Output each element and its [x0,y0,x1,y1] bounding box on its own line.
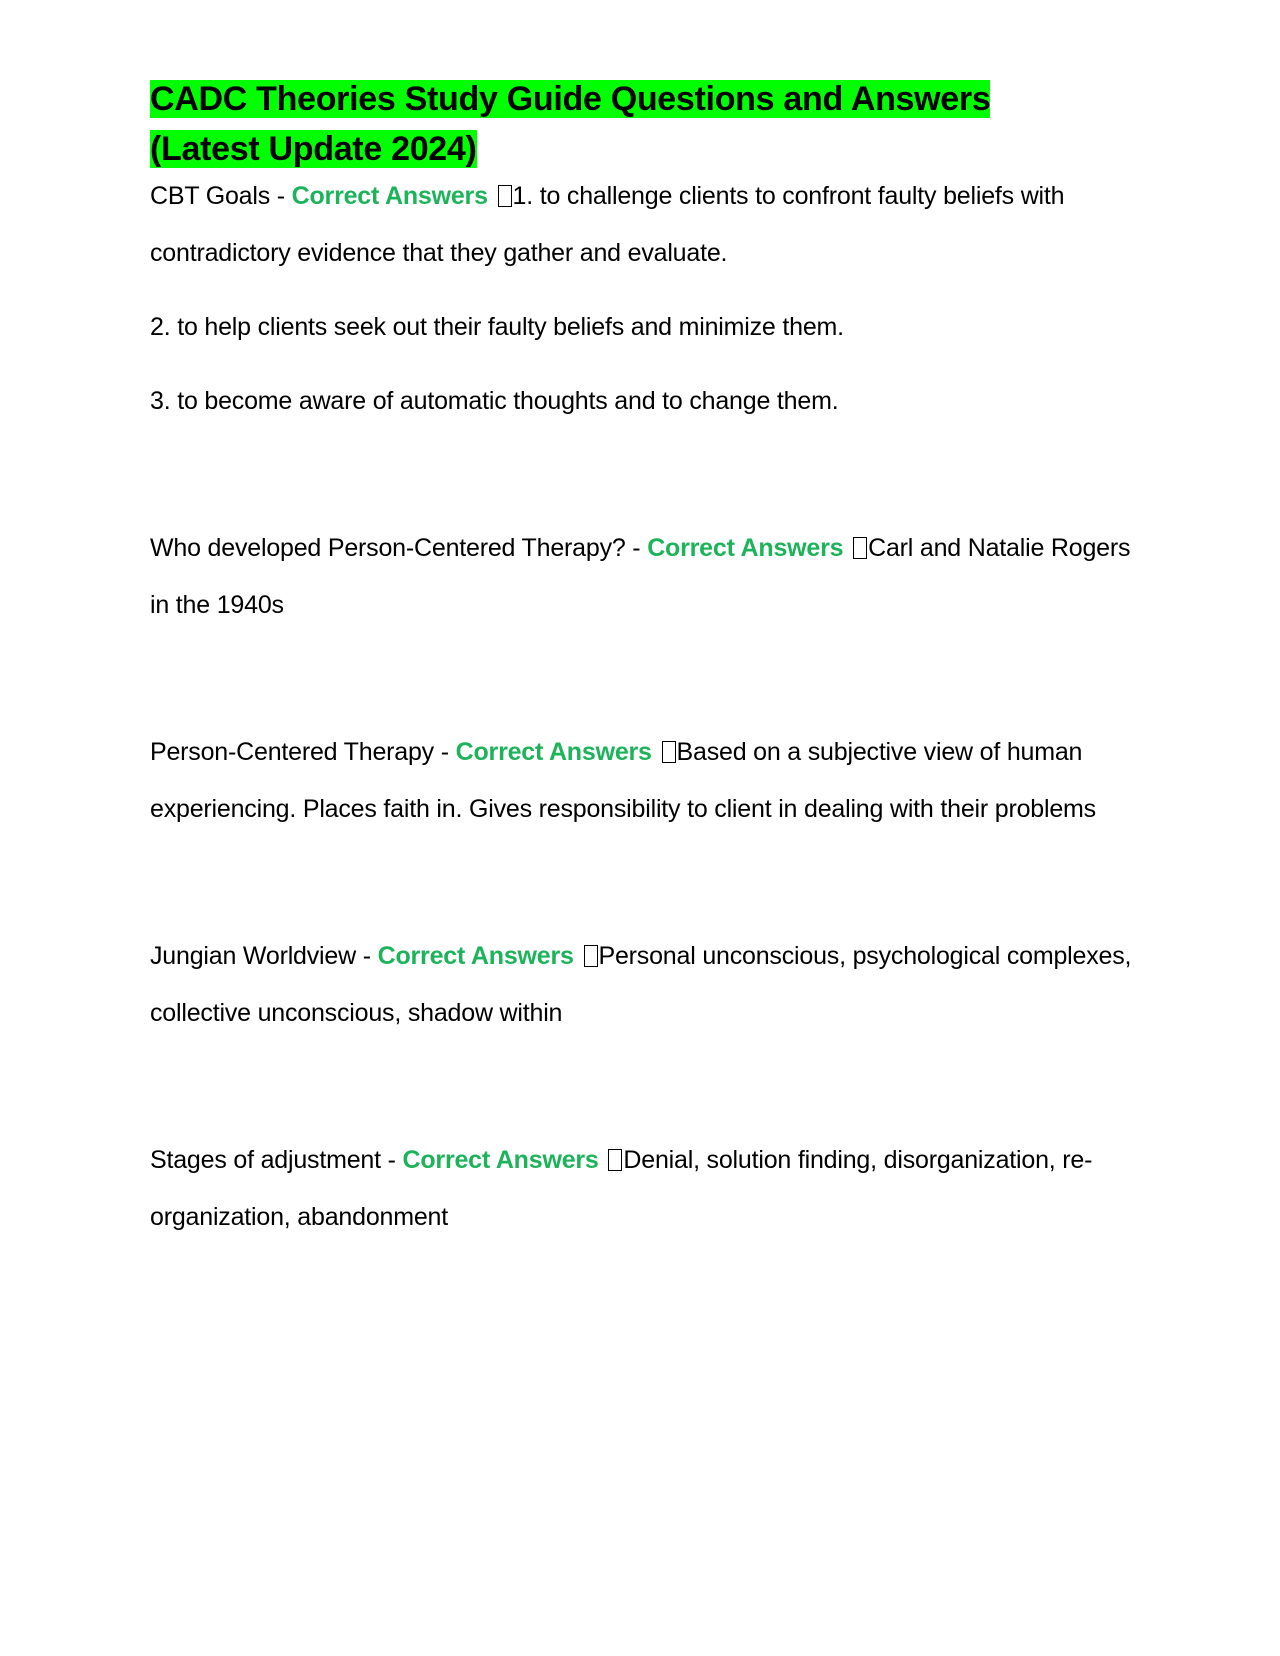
section-gap [150,430,1140,520]
answer-text: Personal unconscious, psychological complexes, collective unconscious, shadow within [150,942,1132,1027]
title-line-1: CADC Theories Study Guide Questions and Answers [150,80,991,118]
correct-answers-label: Correct Answers [402,1146,599,1174]
missing-glyph-icon [498,185,512,207]
qa-item-person-centered-developer [150,520,1140,634]
missing-glyph-icon [662,741,676,763]
question-text: CBT Goals - [150,182,292,210]
document-title [150,74,1140,174]
correct-answers-label: Correct Answers [377,942,574,970]
answer-text-continued: 2. to help clients seek out their faulty beliefs and minimize them. [150,313,844,341]
qa-item-person-centered-therapy [150,724,1140,838]
title-line-2: (Latest Update 2024) [150,130,477,168]
answer-text: Based on a subjective view of human experiencing. Places faith in. Gives responsibility to client in dealing with their problems [150,738,1096,823]
answer-text: 1. to challenge clients to confront faulty beliefs with contradictory evidence that they gather and evaluate. [150,182,1065,267]
correct-answers-label: Correct Answers [291,182,488,210]
paragraph-gap [150,282,1140,299]
missing-glyph-icon [584,945,598,967]
section-gap [150,634,1140,724]
section-gap [150,838,1140,928]
qa-item-cbt-goal-3 [150,373,1140,430]
section-gap [150,1042,1140,1132]
missing-glyph-icon [853,537,867,559]
question-text: Who developed Person-Centered Therapy? - [150,534,648,562]
answer-text: Denial, solution finding, disorganization, re-organization, abandonment [150,1146,1093,1231]
answer-text: Carl and Natalie Rogers in the 1940s [150,534,1131,619]
correct-answers-label: Correct Answers [455,738,652,766]
question-text: Person-Centered Therapy - [150,738,456,766]
qa-item-jungian-worldview [150,928,1140,1042]
qa-item-stages-of-adjustment [150,1132,1140,1246]
answer-text-continued: 3. to become aware of automatic thoughts and to change them. [150,387,839,415]
question-text: Jungian Worldview - [150,942,378,970]
question-text: Stages of adjustment - [150,1146,403,1174]
correct-answers-label: Correct Answers [647,534,844,562]
qa-item-cbt-goal-2 [150,299,1140,356]
title-highlight [150,80,990,168]
missing-glyph-icon [608,1149,622,1171]
paragraph-gap [150,356,1140,373]
qa-item-cbt-goals [150,168,1140,282]
document-page [150,74,1140,1246]
